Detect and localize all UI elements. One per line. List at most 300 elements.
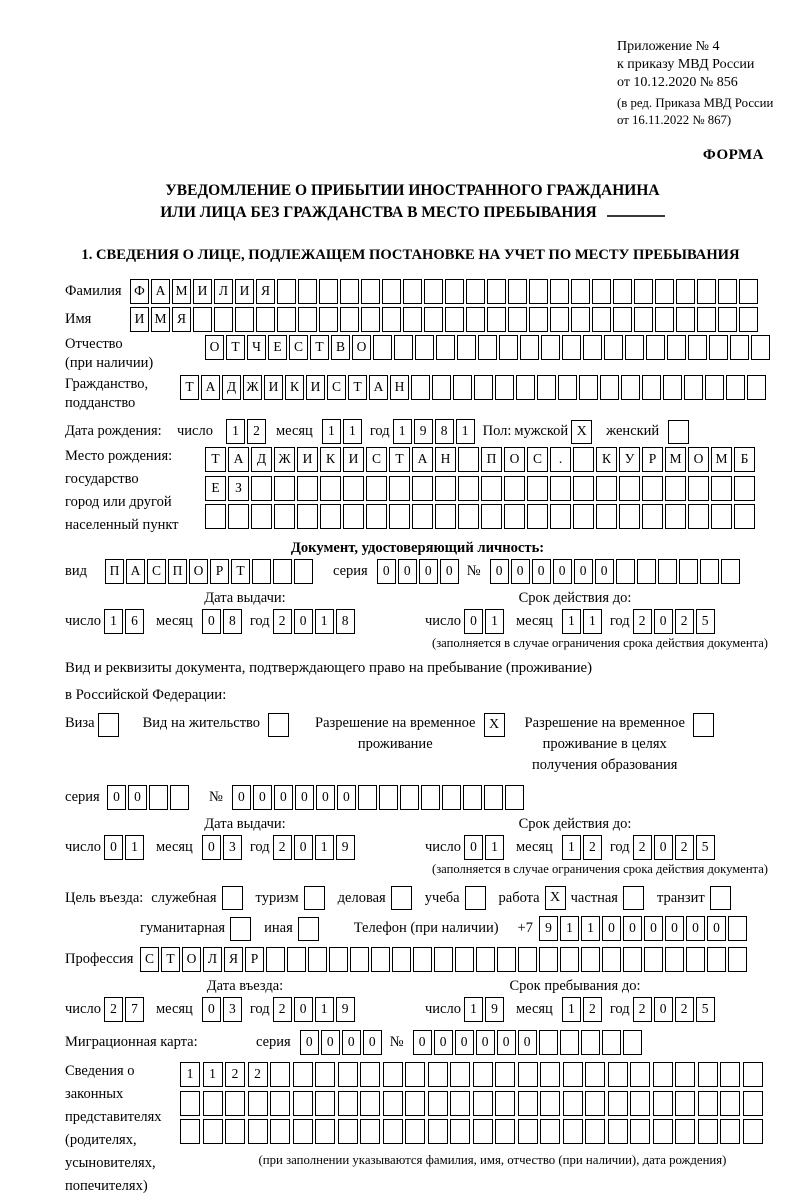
char-cell[interactable]	[644, 947, 663, 972]
char-cell[interactable]	[527, 504, 548, 529]
char-cell[interactable]	[658, 559, 677, 584]
char-cell[interactable]	[571, 307, 590, 332]
char-cell[interactable]: 0	[574, 559, 593, 584]
char-cell[interactable]: 0	[476, 1030, 495, 1055]
char-cell[interactable]	[529, 307, 548, 332]
char-cell[interactable]	[623, 947, 642, 972]
char-cell[interactable]	[252, 559, 271, 584]
char-cell[interactable]	[458, 504, 479, 529]
char-cell[interactable]: 0	[300, 1030, 319, 1055]
char-cell[interactable]: Т	[180, 375, 199, 400]
char-cell[interactable]: А	[151, 279, 170, 304]
char-cell[interactable]: 0	[464, 609, 483, 634]
char-cell[interactable]: 1	[226, 419, 245, 444]
char-cell[interactable]	[537, 375, 556, 400]
char-cell[interactable]: 0	[518, 1030, 537, 1055]
char-cell[interactable]	[170, 785, 189, 810]
char-cell[interactable]	[435, 504, 456, 529]
char-cell[interactable]	[676, 279, 695, 304]
char-cell[interactable]	[707, 947, 726, 972]
char-cell[interactable]: 2	[675, 609, 694, 634]
char-cell[interactable]	[747, 375, 766, 400]
char-cell[interactable]	[478, 335, 497, 360]
char-cell[interactable]: П	[105, 559, 124, 584]
char-cell[interactable]	[403, 279, 422, 304]
char-cell[interactable]: 9	[485, 997, 504, 1022]
char-cell[interactable]	[508, 279, 527, 304]
char-cell[interactable]	[630, 1091, 650, 1116]
char-cell[interactable]	[720, 1091, 740, 1116]
char-cell[interactable]	[665, 476, 686, 501]
char-cell[interactable]	[366, 504, 387, 529]
char-cell[interactable]	[180, 1119, 200, 1144]
char-cell[interactable]	[411, 375, 430, 400]
char-cell[interactable]: К	[285, 375, 304, 400]
char-cell[interactable]: 1	[485, 835, 504, 860]
char-cell[interactable]: 5	[696, 835, 715, 860]
char-cell[interactable]: 3	[223, 997, 242, 1022]
char-cell[interactable]: 2	[248, 1062, 268, 1087]
char-cell[interactable]: 2	[583, 997, 602, 1022]
char-cell[interactable]	[518, 947, 537, 972]
char-cell[interactable]: 0	[294, 997, 313, 1022]
char-cell[interactable]: О	[205, 335, 224, 360]
char-cell[interactable]: 0	[464, 835, 483, 860]
char-cell[interactable]: 0	[321, 1030, 340, 1055]
char-cell[interactable]	[527, 476, 548, 501]
char-cell[interactable]: А	[201, 375, 220, 400]
char-cell[interactable]	[585, 1091, 605, 1116]
char-cell[interactable]	[676, 307, 695, 332]
char-cell[interactable]	[435, 476, 456, 501]
char-cell[interactable]	[248, 1119, 268, 1144]
char-cell[interactable]	[400, 785, 419, 810]
char-cell[interactable]	[562, 335, 581, 360]
char-cell[interactable]: 9	[336, 997, 355, 1022]
char-cell[interactable]: 2	[104, 997, 123, 1022]
char-cell[interactable]	[235, 307, 254, 332]
purpose-humanitarian-checkbox[interactable]	[230, 917, 251, 941]
char-cell[interactable]	[630, 1062, 650, 1087]
char-cell[interactable]	[613, 279, 632, 304]
char-cell[interactable]	[450, 1091, 470, 1116]
char-cell[interactable]	[382, 279, 401, 304]
char-cell[interactable]: 0	[202, 997, 221, 1022]
char-cell[interactable]: 0	[337, 785, 356, 810]
char-cell[interactable]: И	[343, 447, 364, 472]
char-cell[interactable]	[412, 476, 433, 501]
char-cell[interactable]	[653, 1062, 673, 1087]
char-cell[interactable]: 2	[675, 997, 694, 1022]
char-cell[interactable]: Л	[214, 279, 233, 304]
char-cell[interactable]	[728, 947, 747, 972]
char-cell[interactable]	[550, 476, 571, 501]
char-cell[interactable]	[360, 1091, 380, 1116]
char-cell[interactable]: Ч	[247, 335, 266, 360]
char-cell[interactable]: 0	[202, 609, 221, 634]
char-cell[interactable]: Р	[245, 947, 264, 972]
char-cell[interactable]	[383, 1119, 403, 1144]
char-cell[interactable]	[428, 1062, 448, 1087]
char-cell[interactable]	[630, 1119, 650, 1144]
char-cell[interactable]: И	[193, 279, 212, 304]
char-cell[interactable]	[315, 1119, 335, 1144]
char-cell[interactable]: Л	[203, 947, 222, 972]
char-cell[interactable]	[293, 1091, 313, 1116]
char-cell[interactable]: 1	[560, 916, 579, 941]
char-cell[interactable]	[675, 1091, 695, 1116]
char-cell[interactable]: 1	[180, 1062, 200, 1087]
char-cell[interactable]	[450, 1062, 470, 1087]
char-cell[interactable]: Т	[231, 559, 250, 584]
char-cell[interactable]: 8	[223, 609, 242, 634]
char-cell[interactable]	[743, 1091, 763, 1116]
char-cell[interactable]: 0	[623, 916, 642, 941]
char-cell[interactable]	[266, 947, 285, 972]
char-cell[interactable]	[297, 476, 318, 501]
char-cell[interactable]	[383, 1062, 403, 1087]
char-cell[interactable]	[616, 559, 635, 584]
char-cell[interactable]	[600, 375, 619, 400]
char-cell[interactable]: Т	[161, 947, 180, 972]
char-cell[interactable]	[621, 375, 640, 400]
char-cell[interactable]	[428, 1091, 448, 1116]
char-cell[interactable]: 2	[247, 419, 266, 444]
char-cell[interactable]	[458, 447, 479, 472]
female-checkbox[interactable]	[668, 420, 689, 444]
char-cell[interactable]: И	[264, 375, 283, 400]
char-cell[interactable]	[516, 375, 535, 400]
char-cell[interactable]	[585, 1062, 605, 1087]
char-cell[interactable]	[442, 785, 461, 810]
char-cell[interactable]: А	[412, 447, 433, 472]
char-cell[interactable]	[504, 504, 525, 529]
char-cell[interactable]	[320, 476, 341, 501]
char-cell[interactable]	[698, 1062, 718, 1087]
char-cell[interactable]	[445, 279, 464, 304]
char-cell[interactable]: 0	[295, 785, 314, 810]
char-cell[interactable]	[350, 947, 369, 972]
char-cell[interactable]	[504, 476, 525, 501]
char-cell[interactable]: Д	[222, 375, 241, 400]
char-cell[interactable]: 0	[419, 559, 438, 584]
char-cell[interactable]: 5	[696, 609, 715, 634]
char-cell[interactable]	[608, 1062, 628, 1087]
char-cell[interactable]: 9	[539, 916, 558, 941]
char-cell[interactable]	[277, 279, 296, 304]
char-cell[interactable]	[476, 947, 495, 972]
char-cell[interactable]: 8	[336, 609, 355, 634]
char-cell[interactable]: С	[527, 447, 548, 472]
char-cell[interactable]: 1	[562, 997, 581, 1022]
char-cell[interactable]: 2	[225, 1062, 245, 1087]
char-cell[interactable]: 5	[696, 997, 715, 1022]
char-cell[interactable]	[743, 1119, 763, 1144]
male-checkbox[interactable]: X	[571, 420, 592, 444]
char-cell[interactable]	[684, 375, 703, 400]
char-cell[interactable]: 0	[107, 785, 126, 810]
char-cell[interactable]	[711, 504, 732, 529]
char-cell[interactable]	[394, 335, 413, 360]
char-cell[interactable]	[424, 279, 443, 304]
char-cell[interactable]: 0	[440, 559, 459, 584]
char-cell[interactable]	[634, 307, 653, 332]
char-cell[interactable]	[709, 335, 728, 360]
char-cell[interactable]	[436, 335, 455, 360]
char-cell[interactable]	[445, 307, 464, 332]
char-cell[interactable]	[277, 307, 296, 332]
char-cell[interactable]: 0	[490, 559, 509, 584]
char-cell[interactable]: К	[320, 447, 341, 472]
char-cell[interactable]: 2	[273, 997, 292, 1022]
purpose-other-checkbox[interactable]	[298, 917, 319, 941]
char-cell[interactable]: 0	[497, 1030, 516, 1055]
char-cell[interactable]: 0	[128, 785, 147, 810]
char-cell[interactable]	[697, 279, 716, 304]
char-cell[interactable]	[688, 335, 707, 360]
char-cell[interactable]	[653, 1091, 673, 1116]
purpose-tourism-checkbox[interactable]	[304, 886, 325, 910]
char-cell[interactable]	[675, 1119, 695, 1144]
char-cell[interactable]: С	[140, 947, 159, 972]
char-cell[interactable]	[450, 1119, 470, 1144]
char-cell[interactable]: О	[182, 947, 201, 972]
char-cell[interactable]: О	[688, 447, 709, 472]
char-cell[interactable]: А	[369, 375, 388, 400]
char-cell[interactable]	[520, 335, 539, 360]
char-cell[interactable]: Я	[172, 307, 191, 332]
char-cell[interactable]: 0	[654, 835, 673, 860]
char-cell[interactable]	[721, 559, 740, 584]
char-cell[interactable]: И	[297, 447, 318, 472]
char-cell[interactable]	[225, 1091, 245, 1116]
char-cell[interactable]	[298, 279, 317, 304]
char-cell[interactable]	[256, 307, 275, 332]
char-cell[interactable]	[667, 335, 686, 360]
char-cell[interactable]	[560, 1030, 579, 1055]
char-cell[interactable]	[700, 559, 719, 584]
char-cell[interactable]: 2	[273, 609, 292, 634]
char-cell[interactable]	[573, 447, 594, 472]
char-cell[interactable]: 1	[203, 1062, 223, 1087]
char-cell[interactable]	[550, 307, 569, 332]
char-cell[interactable]	[688, 504, 709, 529]
purpose-private-checkbox[interactable]	[623, 886, 644, 910]
char-cell[interactable]	[495, 375, 514, 400]
char-cell[interactable]	[563, 1062, 583, 1087]
char-cell[interactable]: Д	[251, 447, 272, 472]
char-cell[interactable]	[508, 307, 527, 332]
char-cell[interactable]	[403, 307, 422, 332]
char-cell[interactable]	[455, 947, 474, 972]
char-cell[interactable]: 0	[253, 785, 272, 810]
char-cell[interactable]	[596, 504, 617, 529]
char-cell[interactable]	[602, 1030, 621, 1055]
char-cell[interactable]	[540, 1091, 560, 1116]
char-cell[interactable]	[665, 504, 686, 529]
char-cell[interactable]	[634, 279, 653, 304]
char-cell[interactable]	[379, 785, 398, 810]
char-cell[interactable]	[592, 279, 611, 304]
char-cell[interactable]	[581, 947, 600, 972]
char-cell[interactable]	[675, 1062, 695, 1087]
char-cell[interactable]	[360, 1119, 380, 1144]
char-cell[interactable]: 1	[393, 419, 412, 444]
char-cell[interactable]	[382, 307, 401, 332]
char-cell[interactable]	[205, 504, 226, 529]
char-cell[interactable]	[495, 1091, 515, 1116]
char-cell[interactable]	[541, 335, 560, 360]
char-cell[interactable]	[487, 307, 506, 332]
char-cell[interactable]	[214, 307, 233, 332]
char-cell[interactable]	[655, 279, 674, 304]
char-cell[interactable]	[293, 1119, 313, 1144]
char-cell[interactable]	[730, 335, 749, 360]
char-cell[interactable]	[642, 504, 663, 529]
char-cell[interactable]: 0	[602, 916, 621, 941]
char-cell[interactable]: Ж	[274, 447, 295, 472]
char-cell[interactable]: 2	[675, 835, 694, 860]
char-cell[interactable]	[457, 335, 476, 360]
char-cell[interactable]	[361, 307, 380, 332]
char-cell[interactable]: 0	[104, 835, 123, 860]
char-cell[interactable]: 1	[315, 609, 334, 634]
char-cell[interactable]	[405, 1062, 425, 1087]
char-cell[interactable]	[581, 1030, 600, 1055]
char-cell[interactable]: 0	[274, 785, 293, 810]
char-cell[interactable]: М	[665, 447, 686, 472]
char-cell[interactable]: 1	[322, 419, 341, 444]
char-cell[interactable]	[315, 1062, 335, 1087]
char-cell[interactable]	[180, 1091, 200, 1116]
char-cell[interactable]: 1	[485, 609, 504, 634]
char-cell[interactable]: 1	[464, 997, 483, 1022]
char-cell[interactable]	[688, 476, 709, 501]
visa-checkbox[interactable]	[98, 713, 119, 737]
char-cell[interactable]: 0	[654, 609, 673, 634]
char-cell[interactable]	[642, 375, 661, 400]
char-cell[interactable]	[358, 785, 377, 810]
char-cell[interactable]	[389, 476, 410, 501]
temp-permit-checkbox[interactable]: X	[484, 713, 505, 737]
char-cell[interactable]	[466, 279, 485, 304]
char-cell[interactable]	[518, 1062, 538, 1087]
char-cell[interactable]: 0	[553, 559, 572, 584]
char-cell[interactable]	[718, 307, 737, 332]
char-cell[interactable]: 0	[707, 916, 726, 941]
char-cell[interactable]: М	[711, 447, 732, 472]
char-cell[interactable]	[297, 504, 318, 529]
char-cell[interactable]	[338, 1119, 358, 1144]
char-cell[interactable]: 2	[633, 997, 652, 1022]
char-cell[interactable]	[463, 785, 482, 810]
char-cell[interactable]: Т	[226, 335, 245, 360]
char-cell[interactable]	[550, 504, 571, 529]
char-cell[interactable]	[484, 785, 503, 810]
char-cell[interactable]	[646, 335, 665, 360]
char-cell[interactable]	[718, 279, 737, 304]
char-cell[interactable]	[421, 785, 440, 810]
char-cell[interactable]	[573, 504, 594, 529]
char-cell[interactable]: Н	[435, 447, 456, 472]
char-cell[interactable]: 8	[435, 419, 454, 444]
char-cell[interactable]: 3	[223, 835, 242, 860]
char-cell[interactable]	[203, 1119, 223, 1144]
char-cell[interactable]	[413, 947, 432, 972]
char-cell[interactable]: 0	[654, 997, 673, 1022]
char-cell[interactable]	[458, 476, 479, 501]
char-cell[interactable]	[481, 504, 502, 529]
char-cell[interactable]: 0	[455, 1030, 474, 1055]
char-cell[interactable]	[415, 335, 434, 360]
char-cell[interactable]	[294, 559, 313, 584]
purpose-business-checkbox[interactable]	[391, 886, 412, 910]
char-cell[interactable]	[466, 307, 485, 332]
char-cell[interactable]	[320, 504, 341, 529]
char-cell[interactable]	[518, 1091, 538, 1116]
char-cell[interactable]	[473, 1119, 493, 1144]
char-cell[interactable]	[539, 947, 558, 972]
char-cell[interactable]	[274, 504, 295, 529]
edu-permit-checkbox[interactable]	[693, 713, 714, 737]
char-cell[interactable]: 0	[342, 1030, 361, 1055]
char-cell[interactable]	[563, 1091, 583, 1116]
char-cell[interactable]: 9	[414, 419, 433, 444]
char-cell[interactable]	[739, 307, 758, 332]
char-cell[interactable]	[287, 947, 306, 972]
char-cell[interactable]	[734, 504, 755, 529]
char-cell[interactable]	[251, 476, 272, 501]
char-cell[interactable]: О	[504, 447, 525, 472]
purpose-work-checkbox[interactable]: X	[545, 886, 566, 910]
char-cell[interactable]: 0	[363, 1030, 382, 1055]
char-cell[interactable]	[340, 279, 359, 304]
char-cell[interactable]	[679, 559, 698, 584]
char-cell[interactable]: А	[228, 447, 249, 472]
char-cell[interactable]: 0	[644, 916, 663, 941]
char-cell[interactable]: И	[130, 307, 149, 332]
char-cell[interactable]	[711, 476, 732, 501]
char-cell[interactable]: Б	[734, 447, 755, 472]
char-cell[interactable]	[405, 1119, 425, 1144]
char-cell[interactable]	[720, 1062, 740, 1087]
char-cell[interactable]: А	[126, 559, 145, 584]
char-cell[interactable]	[550, 279, 569, 304]
char-cell[interactable]	[625, 335, 644, 360]
char-cell[interactable]	[481, 476, 502, 501]
char-cell[interactable]: Т	[310, 335, 329, 360]
char-cell[interactable]: 0	[294, 835, 313, 860]
char-cell[interactable]	[308, 947, 327, 972]
char-cell[interactable]: Н	[390, 375, 409, 400]
char-cell[interactable]	[655, 307, 674, 332]
char-cell[interactable]	[653, 1119, 673, 1144]
char-cell[interactable]	[343, 476, 364, 501]
char-cell[interactable]: 0	[377, 559, 396, 584]
purpose-study-checkbox[interactable]	[465, 886, 486, 910]
char-cell[interactable]: 7	[125, 997, 144, 1022]
char-cell[interactable]: С	[327, 375, 346, 400]
char-cell[interactable]: К	[596, 447, 617, 472]
char-cell[interactable]: 2	[633, 835, 652, 860]
char-cell[interactable]: 1	[562, 835, 581, 860]
char-cell[interactable]	[592, 307, 611, 332]
char-cell[interactable]	[432, 375, 451, 400]
char-cell[interactable]: 0	[686, 916, 705, 941]
char-cell[interactable]	[412, 504, 433, 529]
char-cell[interactable]	[453, 375, 472, 400]
char-cell[interactable]: З	[228, 476, 249, 501]
